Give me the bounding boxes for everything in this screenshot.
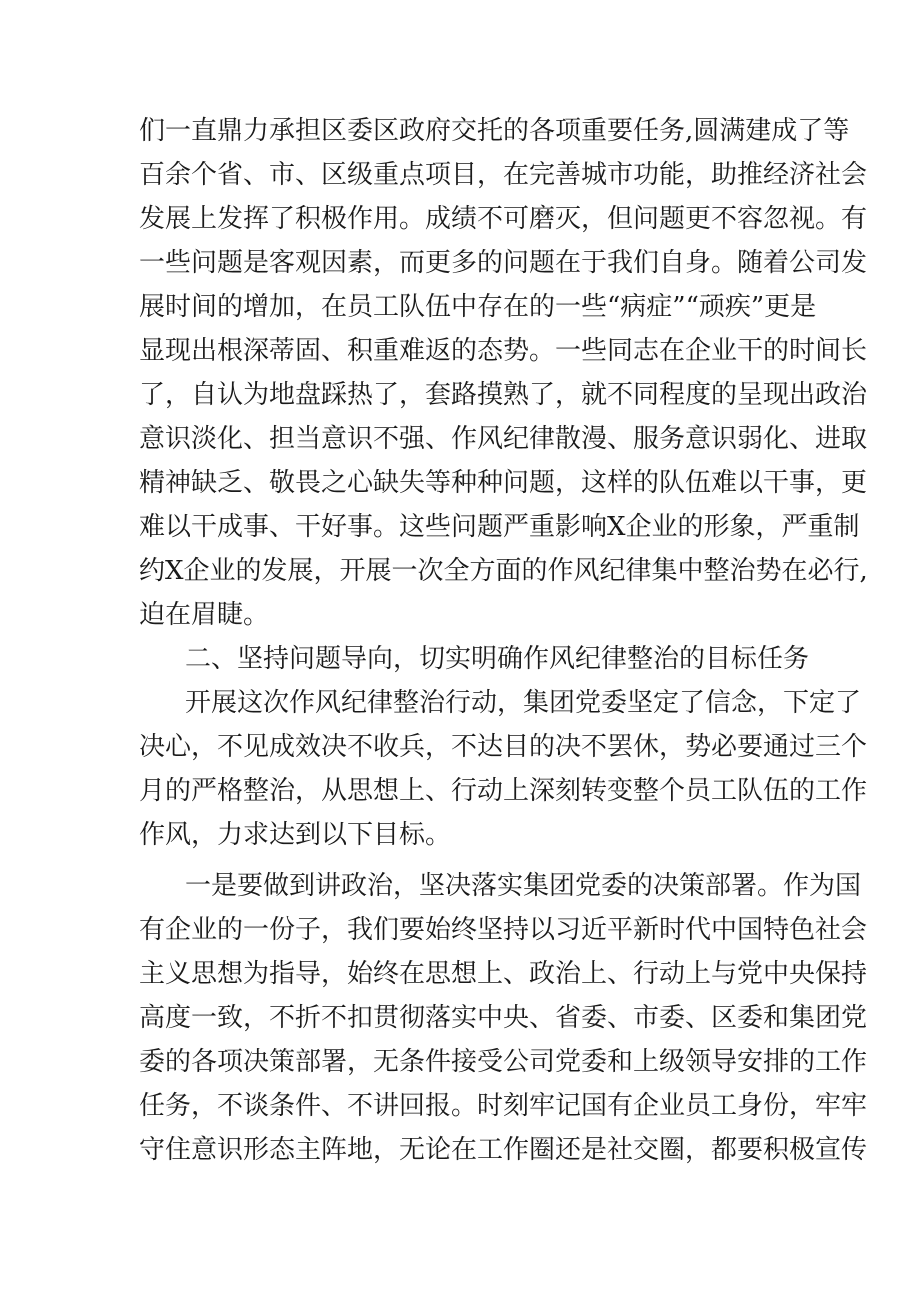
body-line-16: 月的严格整治，从思想上、行动上深刻转变整个员工队伍的工作 bbox=[139, 776, 868, 806]
body-line-22: 委的各项决策部署，无条件接受公司党委和上级领导安排的工作 bbox=[139, 1047, 868, 1077]
body-line-2: 百余个省、市、区级重点项目，在完善城市功能，助推经济社会 bbox=[139, 160, 868, 190]
body-line-8: 意识淡化、担当意识不强、作风纪律散漫、服务意识弱化、进取 bbox=[139, 424, 868, 454]
body-line-15: 决心，不见成效决不收兵，不达目的决不罢休，势必要通过三个 bbox=[139, 732, 868, 762]
body-line-7: 了，自认为地盘踩热了，套路摸熟了，就不同程度的呈现出政治 bbox=[139, 380, 868, 410]
section-heading: 二、坚持问题导向，切实明确作风纪律整治的目标任务 bbox=[185, 644, 810, 674]
body-line-18: 一是要做到讲政治，坚决落实集团党委的决策部署。作为国 bbox=[185, 871, 862, 901]
body-line-23: 任务，不谈条件、不讲回报。时刻牢记国有企业员工身份，牢牢 bbox=[139, 1091, 868, 1121]
body-line-19: 有企业的一份子，我们要始终坚持以习近平新时代中国特色社会 bbox=[139, 915, 868, 945]
body-line-14: 开展这次作风纪律整治行动，集团党委坚定了信念，下定了 bbox=[185, 688, 862, 718]
body-line-10: 难以干成事、干好事。这些问题严重影响X企业的形象，严重制 bbox=[139, 512, 860, 542]
body-line-4: 一些问题是客观因素，而更多的问题在于我们自身。随着公司发 bbox=[139, 248, 868, 278]
body-line-6: 显现出根深蒂固、积重难返的态势。一些同志在企业干的时间长 bbox=[139, 336, 868, 366]
body-line-1: 们一直鼎力承担区委区政府交托的各项重要任务,圆满建成了等 bbox=[139, 116, 850, 146]
body-line-5: 展时间的增加，在员工队伍中存在的一些“病症”“顽疾”更是 bbox=[139, 292, 817, 322]
body-line-17: 作风，力求达到以下目标。 bbox=[139, 820, 452, 850]
body-line-11: 约X企业的发展，开展一次全方面的作风纪律集中整治势在必行, bbox=[139, 556, 868, 586]
body-line-3: 发展上发挥了积极作用。成绩不可磨灭，但问题更不容忽视。有 bbox=[139, 204, 868, 234]
body-line-24: 守住意识形态主阵地，无论在工作圈还是社交圈，都要积极宣传 bbox=[139, 1135, 868, 1165]
body-line-21: 高度一致，不折不扣贯彻落实中央、省委、市委、区委和集团党 bbox=[139, 1003, 868, 1033]
body-line-12: 迫在眉睫。 bbox=[139, 600, 270, 630]
body-line-9: 精神缺乏、敬畏之心缺失等种种问题，这样的队伍难以干事，更 bbox=[139, 468, 868, 498]
body-line-20: 主义思想为指导，始终在思想上、政治上、行动上与党中央保持 bbox=[139, 959, 868, 989]
